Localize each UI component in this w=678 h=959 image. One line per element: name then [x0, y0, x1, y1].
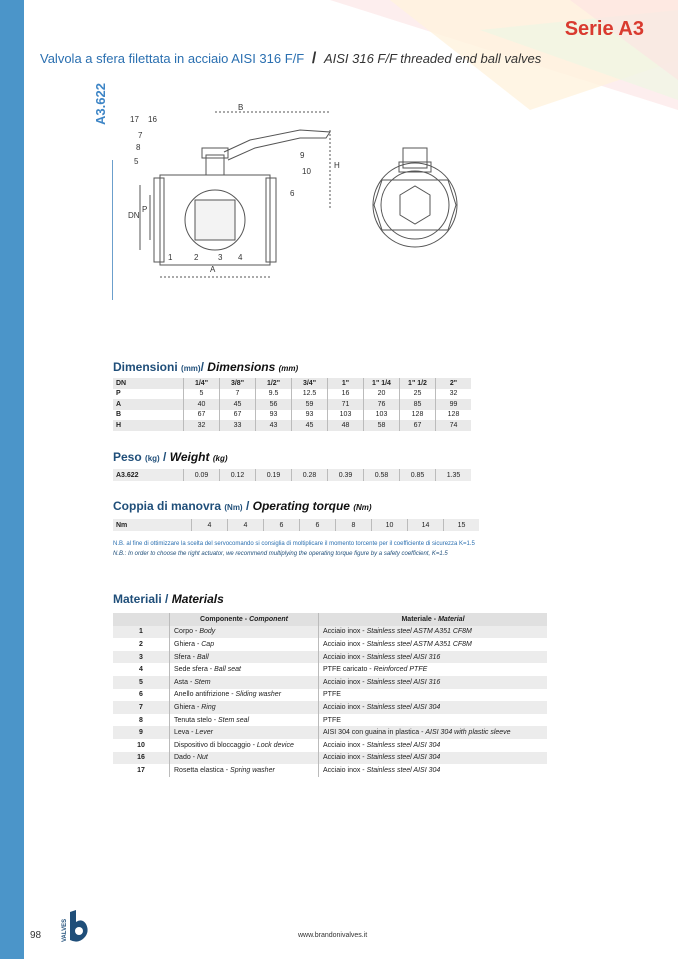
material-row: 4 Sede sfera - Ball seat PTFE caricato - Reinforced PTFE — [113, 663, 547, 676]
cell: 1.35 — [436, 469, 472, 481]
cell: 2" — [436, 378, 472, 389]
label-10: 10 — [302, 167, 311, 176]
valve-technical-drawing — [120, 100, 480, 300]
weight-title — [113, 450, 228, 464]
torque-title-it: Coppia di manovra — [113, 499, 222, 513]
row-label: A3.622 — [113, 469, 184, 481]
label-4: 4 — [238, 253, 243, 262]
header-material: Materiale - Material — [319, 613, 548, 626]
dimensions-title — [113, 360, 298, 374]
cell: 74 — [436, 420, 472, 431]
cell: 103 — [364, 410, 400, 421]
torque-sep: / — [245, 499, 250, 513]
label-DN: DN — [128, 211, 140, 220]
material-row: 10 Dispositivo di bloccaggio - Lock device Acciaio inox - Stainless steel AISI 304 — [113, 739, 547, 752]
cell: 3/8" — [220, 378, 256, 389]
materials-header-row — [113, 613, 547, 626]
row-label: P — [116, 390, 121, 398]
cell: 67 — [184, 410, 220, 421]
cell: 9.5 — [256, 389, 292, 400]
label-B: B — [238, 103, 244, 112]
cell: 103 — [328, 410, 364, 421]
cell: 32 — [184, 420, 220, 431]
dim-row-p — [113, 389, 471, 400]
label-16: 16 — [148, 115, 157, 124]
cell: 76 — [364, 399, 400, 410]
label-17: 17 — [130, 115, 139, 124]
label-7: 7 — [138, 131, 143, 140]
material-row: 3 Sfera - Ball Acciaio inox - Stainless steel AISI 316 — [113, 651, 547, 664]
cell: 15 — [444, 519, 480, 531]
cell: 43 — [256, 420, 292, 431]
left-blue-band — [0, 0, 24, 959]
cell: 0.85 — [400, 469, 436, 481]
cell: 85 — [400, 399, 436, 410]
material-row: 7 Ghiera - Ring Acciaio inox - Stainless steel AISI 304 — [113, 701, 547, 714]
code-divider-line — [112, 160, 113, 300]
materials-table — [113, 613, 547, 777]
subtitle-separator: / — [311, 50, 317, 67]
material-row: 6 Anello antifrizione - Sliding washer PTFE — [113, 689, 547, 702]
row-label: B — [116, 411, 122, 419]
cell: 93 — [292, 410, 328, 421]
cell: 20 — [364, 389, 400, 400]
dim-row-dn — [113, 378, 471, 389]
subtitle-english: AISI 316 F/F threaded end ball valves — [323, 51, 542, 66]
cell: 1/2" — [256, 378, 292, 389]
website-url: www.brandonivalves.it — [298, 932, 368, 939]
label-8: 8 — [136, 143, 141, 152]
header-blank — [113, 613, 170, 626]
label-9: 9 — [300, 151, 305, 160]
cell: 0.58 — [364, 469, 400, 481]
dimensions-table — [113, 378, 471, 431]
weight-unit-it: (kg) — [145, 454, 160, 463]
cell: 1" 1/2 — [400, 378, 436, 389]
torque-table — [113, 519, 479, 531]
brand-vertical-text: VALVES — [62, 918, 68, 942]
torque-note-italian: N.B. al fine di ottimizzare la scelta del servocomando si consiglia di moltiplicare il momento torcente per il coefficiente di sicurezza K=1.5 — [113, 541, 475, 547]
cell: 59 — [292, 399, 328, 410]
torque-title — [113, 499, 372, 513]
label-1: 1 — [168, 253, 173, 262]
page-number: 98 — [30, 930, 42, 941]
material-row: 2 Ghiera - Cap Acciaio inox - Stainless steel ASTM A351 CF8M — [113, 638, 547, 651]
cell: 33 — [220, 420, 256, 431]
dimensions-title-en: Dimensions — [207, 360, 276, 374]
material-row: 17 Rosetta elastica - Spring washer Acciaio inox - Stainless steel AISI 304 — [113, 764, 547, 777]
cell: 71 — [328, 399, 364, 410]
cell: 0.09 — [184, 469, 220, 481]
cell: 14 — [408, 519, 444, 531]
cell: 0.12 — [220, 469, 256, 481]
row-label: A — [113, 399, 184, 410]
cell: 8 — [336, 519, 372, 531]
weight-row — [113, 469, 471, 481]
cell: 48 — [328, 420, 364, 431]
weight-unit-en: (kg) — [212, 454, 228, 463]
cell: 1/4" — [184, 378, 220, 389]
label-5: 5 — [134, 157, 139, 166]
materials-sep: / — [165, 592, 169, 606]
weight-table — [113, 469, 471, 481]
cell: 25 — [400, 389, 436, 400]
label-2: 2 — [194, 253, 199, 262]
cell: 3/4" — [292, 378, 328, 389]
dimensions-title-it: Dimensioni — [113, 360, 178, 374]
cell: 6 — [264, 519, 300, 531]
cell: 58 — [364, 420, 400, 431]
torque-unit-it: (Nm) — [224, 503, 243, 512]
product-code-vertical: A3.622 — [93, 83, 108, 125]
material-row: 5 Asta - Stem Acciaio inox - Stainless steel AISI 316 — [113, 676, 547, 689]
valve-lever — [224, 130, 330, 160]
dimensions-unit-en: (mm) — [278, 364, 299, 373]
valve-end-view — [373, 163, 457, 247]
label-6: 6 — [290, 189, 295, 198]
weight-sep: / — [163, 450, 167, 464]
cell: 45 — [220, 399, 256, 410]
label-H: H — [334, 161, 340, 170]
cell: 128 — [436, 410, 472, 421]
page-subtitle — [40, 50, 541, 68]
header-component: Componente - Component — [170, 613, 319, 626]
cell: 93 — [256, 410, 292, 421]
cell: 1" — [328, 378, 364, 389]
row-label: H — [113, 420, 184, 431]
label-P: P — [142, 205, 148, 214]
row-label: Nm — [113, 519, 192, 531]
material-row: 9 Leva - Lever AISI 304 con guaina in plastica - AISI 304 with plastic sleeve — [113, 726, 547, 739]
cell: 4 — [192, 519, 228, 531]
cell: 32 — [436, 389, 472, 400]
cell: 0.39 — [328, 469, 364, 481]
dim-row-a — [113, 399, 471, 410]
torque-row — [113, 519, 479, 531]
cell: 56 — [256, 399, 292, 410]
cell: 40 — [184, 399, 220, 410]
cell: 0.28 — [292, 469, 328, 481]
subtitle-italian: Valvola a sfera filettata in acciaio AISI 316 F/F — [40, 51, 305, 66]
cell: 6 — [300, 519, 336, 531]
weight-title-en: Weight — [169, 450, 210, 464]
weight-title-it: Peso — [113, 450, 142, 464]
torque-unit-en: (Nm) — [353, 503, 372, 512]
row-label: DN — [113, 378, 184, 389]
series-title: Serie A3 — [564, 18, 644, 40]
cell: 1" 1/4 — [364, 378, 400, 389]
dimensions-unit-it: (mm) — [181, 364, 201, 373]
cell: 128 — [400, 410, 436, 421]
cell: 4 — [228, 519, 264, 531]
cell: 67 — [400, 420, 436, 431]
material-row: 8 Tenuta stelo - Stem seal PTFE — [113, 714, 547, 727]
dim-row-h — [113, 420, 471, 431]
cell: 67 — [220, 410, 256, 421]
cell: 12.5 — [292, 389, 328, 400]
cell: 45 — [292, 420, 328, 431]
brand-logo-icon — [60, 908, 90, 944]
cell: 99 — [436, 399, 472, 410]
materials-title-it: Materiali — [113, 592, 162, 606]
cell: 0.19 — [256, 469, 292, 481]
torque-note-english: N.B.: In order to choose the right actuator, we recommend multiplying the operating torque figure by a safety coefficient, K=1.5 — [113, 551, 448, 557]
torque-title-en: Operating torque — [252, 499, 350, 513]
material-row: 1 Corpo - Body Acciaio inox - Stainless steel ASTM A351 CF8M — [113, 626, 547, 639]
materials-title — [113, 592, 224, 606]
material-row: 16 Dado - Nut Acciaio inox - Stainless steel AISI 304 — [113, 752, 547, 765]
label-A: A — [210, 265, 216, 274]
label-3: 3 — [218, 253, 223, 262]
materials-title-en: Materials — [171, 592, 224, 606]
dim-row-b — [113, 410, 471, 421]
cell: 7 — [220, 389, 256, 400]
dimensions-sep: / — [200, 360, 204, 374]
cell: 16 — [328, 389, 364, 400]
cell: 10 — [372, 519, 408, 531]
cell: 5 — [184, 389, 220, 400]
